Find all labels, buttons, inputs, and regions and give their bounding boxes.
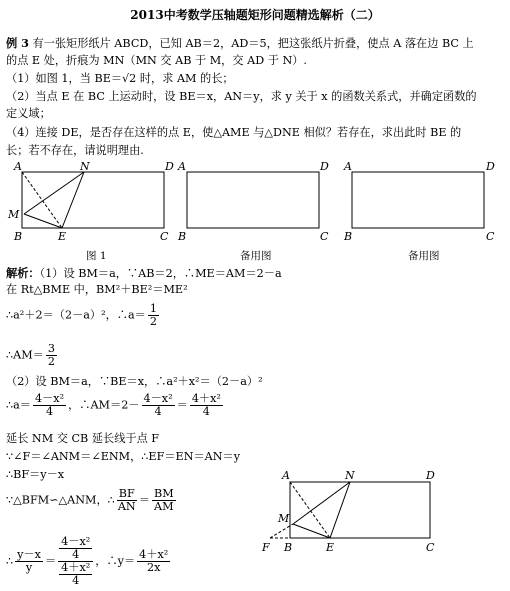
fig2-label-n: N bbox=[345, 469, 355, 482]
s10-den2: AM bbox=[154, 500, 174, 513]
s6-den2: 4 bbox=[154, 405, 162, 418]
fig1-label-d: D bbox=[165, 160, 174, 173]
s6-num2: 4－x² bbox=[143, 392, 173, 405]
s3-den: 2 bbox=[149, 315, 157, 328]
fig1-label-c: C bbox=[160, 230, 169, 243]
s11-cnum-d: 4 bbox=[72, 548, 80, 561]
fig2-crease-mn bbox=[293, 482, 350, 524]
page-title: 2013中考数学压轴题矩形问题精选解析（二） bbox=[130, 8, 380, 22]
question-2a: （2）当点 E 在 BC 上运动时，设 BE＝x，AN＝y，求 y 关于 x 的函数关系式，并确定函数的 bbox=[6, 90, 477, 103]
solution-line-2: 在 Rt△BME 中，BM²＋BE²＝ME² bbox=[6, 283, 188, 296]
spare1-label-d: D bbox=[320, 160, 329, 173]
question-3a: （4）连接 DE，是否存在这样的点 E，使△AME 与△DNE 相似？若存在，求出此时 BE 的 bbox=[6, 126, 462, 139]
s11-text-b: ＝ bbox=[44, 554, 57, 568]
question-3b: 长；若不存在，请说明理由. bbox=[6, 144, 144, 157]
s10-text-b: ＝ bbox=[138, 493, 150, 507]
s11-rnum: 4＋x² bbox=[139, 548, 169, 561]
problem-line-2: 的点 E 处，折痕为 MN（MN 交 AB 于 M，交 AD 于 N）. bbox=[6, 54, 307, 67]
s3-num: 1 bbox=[149, 302, 157, 315]
s11-den: y bbox=[25, 561, 33, 574]
s6-num3: 4＋x² bbox=[191, 392, 221, 405]
s11-text-c: ，∴y＝ bbox=[95, 554, 136, 568]
s11-cden: 4＋x² bbox=[61, 561, 91, 574]
s6-text-b: ，∴AM＝2－ bbox=[68, 398, 140, 412]
s11-num: y－x bbox=[17, 548, 41, 561]
s11-text-a: ∴ bbox=[6, 554, 14, 568]
s4-num: 3 bbox=[47, 342, 55, 355]
spare2-label-a: A bbox=[344, 160, 352, 173]
s4-den: 2 bbox=[47, 355, 55, 368]
fig1-label-m: M bbox=[8, 208, 20, 221]
solution-line-5: （2）设 BM＝a，∵BE＝x，∴a²＋x²＝（2－a）² bbox=[6, 375, 263, 388]
fig1-label-n: N bbox=[80, 160, 90, 173]
s10-num1: BF bbox=[118, 487, 135, 500]
solution-line-8: ∵∠F＝∠ANM＝∠ENM，∴EF＝EN＝AN＝y bbox=[6, 450, 241, 463]
fig2-label-b: B bbox=[284, 541, 293, 554]
s6-num1: 4－x² bbox=[34, 392, 65, 405]
spare2-label-c: C bbox=[486, 230, 495, 243]
fig2-rectangle bbox=[290, 482, 430, 538]
problem-text-1: 有一张矩形纸片 ABCD，已知 AB＝2，AD＝5，把这张纸片折叠，使点 A 落在边 BC 上 bbox=[32, 37, 474, 50]
problem-tag: 例 3 bbox=[6, 36, 29, 50]
s10-text-a: ∵△BFM∽△ANM，∴ bbox=[6, 493, 115, 507]
spare2-label-d: D bbox=[486, 160, 495, 173]
fig2-line-en bbox=[330, 482, 350, 538]
s10-num2: BM bbox=[153, 487, 174, 500]
solution-head: 解析： bbox=[6, 266, 40, 280]
spare1-label-b: B bbox=[178, 230, 187, 243]
fig2-line-me bbox=[293, 524, 330, 538]
s11-cden-d: 4 bbox=[72, 574, 80, 587]
fig1-label-e: E bbox=[58, 230, 67, 243]
fig2-label-a: A bbox=[282, 469, 290, 482]
spare1-caption: 备用图 bbox=[240, 250, 272, 262]
s6-text-c: ＝ bbox=[176, 398, 188, 412]
s11-rden: 2x bbox=[146, 561, 161, 574]
solution-s1: （1）设 BM＝a，∵AB＝2，∴ME＝AM＝2－a bbox=[39, 267, 282, 280]
fig2-label-c: C bbox=[426, 541, 435, 554]
s6-text-a: ∴a＝ bbox=[6, 398, 31, 412]
solution-line-7: 延长 NM 交 CB 延长线于点 F bbox=[6, 432, 160, 445]
fig1-label-a: A bbox=[14, 160, 22, 173]
spare1-label-c: C bbox=[320, 230, 329, 243]
s3-text: ∴a²＋2＝（2－a）²，∴a＝ bbox=[6, 308, 146, 322]
spare1-label-a: A bbox=[178, 160, 186, 173]
s11-cnum: 4－x² bbox=[61, 535, 91, 548]
fig2-label-d: D bbox=[426, 469, 435, 482]
fig2-label-m: M bbox=[278, 512, 290, 525]
question-2b: 定义域； bbox=[6, 107, 51, 120]
fig2-label-e: E bbox=[326, 541, 335, 554]
s6-den1: 4 bbox=[45, 405, 54, 418]
s10-den1: AN bbox=[117, 500, 136, 513]
fig2-label-f: F bbox=[262, 541, 270, 554]
spare2-label-b: B bbox=[344, 230, 353, 243]
solution-line-9: ∴BF＝y－x bbox=[6, 468, 65, 481]
s6-den3: 4 bbox=[202, 405, 210, 418]
fig1-label-b: B bbox=[14, 230, 23, 243]
question-1: （1）如图 1，当 BE＝√2 时，求 AM 的长； bbox=[6, 72, 234, 85]
s4-text: ∴AM＝ bbox=[6, 348, 44, 362]
spare2-caption: 备用图 bbox=[408, 250, 440, 262]
fig1-caption: 图 1 bbox=[86, 250, 107, 262]
fig2-dashed-ae bbox=[290, 482, 330, 538]
